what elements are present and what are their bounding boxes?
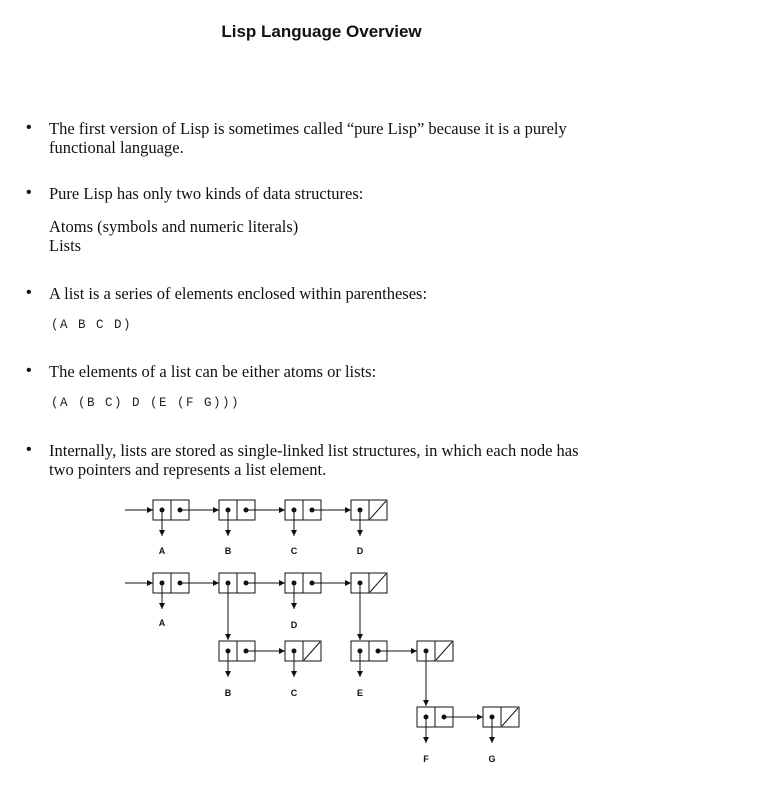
code-example-2: (A (B C) D (E (F G))) (51, 396, 241, 410)
list1-atom-label-2: B (224, 546, 232, 556)
bullet-1-line-1: The first version of Lisp is sometimes called “pure Lisp” because it is a purely (49, 119, 567, 138)
bullet-2-text: Pure Lisp has only two kinds of data structures: (49, 184, 364, 203)
bullet-marker: • (26, 362, 32, 379)
sublist-atom-label-f: F (423, 754, 429, 764)
code-example-1: (A B C D) (51, 318, 133, 332)
bullet-5-line-2: two pointers and represents a list element. (49, 460, 327, 479)
bullet-marker: • (26, 284, 32, 301)
bullet-5-line-1: Internally, lists are stored as single-linked list structures, in which each node has (49, 441, 579, 460)
sublist-efg-node-2-nil-slash (436, 642, 452, 660)
bullet-marker: • (26, 119, 32, 136)
list1-atom-label-3: C (290, 546, 298, 556)
list1-atom-label-1: A (158, 546, 166, 556)
diagram-shapes (125, 500, 519, 743)
sublist-atom-label-c: C (290, 688, 298, 698)
bullet-marker: • (26, 441, 32, 458)
list2-atom-label-a: A (158, 618, 166, 628)
sublist-bc-node-2-nil-slash (304, 642, 320, 660)
sublist-atom-label-g: G (488, 754, 496, 764)
list2-node-4-nil-slash (370, 574, 386, 592)
list1-atom-label-4: D (356, 546, 364, 556)
bullet-1-line-2: functional language. (49, 138, 184, 157)
bullet-4-text: The elements of a list can be either atoms or lists: (49, 362, 377, 381)
list2-atom-label-d: D (290, 620, 298, 630)
bullet-3-text: A list is a series of elements enclosed within parentheses: (49, 284, 428, 303)
list1-node-4-nil-slash (370, 501, 386, 519)
sublist-atom-label-e: E (356, 688, 364, 698)
sub-item-lists: Lists (49, 236, 82, 255)
sublist-fg-node-2-nil-slash (502, 708, 518, 726)
bullet-marker: • (26, 184, 32, 201)
sublist-atom-label-b: B (224, 688, 232, 698)
page-title: Lisp Language Overview (221, 22, 422, 41)
sub-item-atoms: Atoms (symbols and numeric literals) (49, 217, 299, 236)
